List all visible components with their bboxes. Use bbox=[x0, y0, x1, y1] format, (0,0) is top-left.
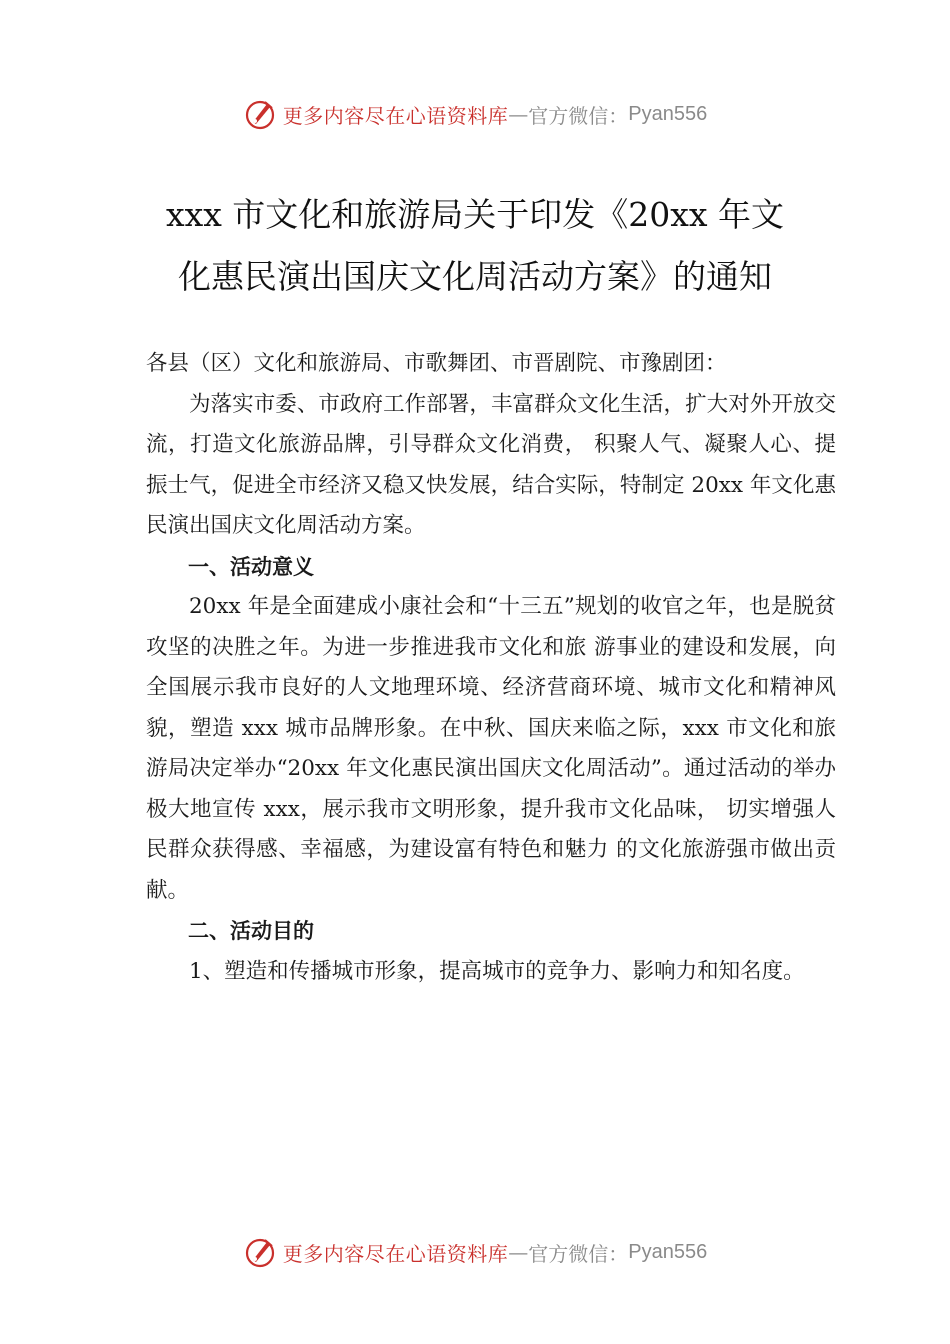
intro-paragraph: 为落实市委、市政府工作部署，丰富群众文化生活，扩大对外开放交流，打造文化旅游品牌，引导群众文化消费， 积聚人气、凝聚人心、提振士气，促进全市经济又稳又快发展，结合实际，特制定 20xx 年文化惠民演出国庆文化周活动方案。 bbox=[146, 391, 836, 538]
banner-wechat-label: 官方微信： bbox=[528, 103, 629, 128]
banner-main-text: 更多内容尽在心语资料库 bbox=[282, 1241, 509, 1266]
section-1-heading: 一、活动意义 bbox=[188, 554, 314, 579]
banner-separator: — bbox=[508, 1240, 529, 1264]
pen-circle-logo-icon bbox=[243, 1234, 279, 1270]
title-line-1: xxx 市文化和旅游局关于印发《20xx 年文 bbox=[165, 195, 785, 234]
section-2-heading: 二、活动目的 bbox=[188, 919, 314, 943]
banner-wechat-id: Pyan556 bbox=[628, 102, 708, 125]
section-1-body: 20xx 年是全面建成小康社会和“十三五”规划的收官之年，也是脱贫攻坚的决胜之年。为进一步推进我市文化和旅 游事业的建设和发展，向全国展示我市良好的人文地理环境、经济营商环境、城市文化和精神风貌，塑造 xxx 城市品牌形象。在中秋、国庆来临之际，xxx 市文化和旅游局决定举办“20xx 年文化惠民演出国庆文化周活动”。通过活动的举办极大地宣传 xxx，展示我市文明形象，提升我市文化品味， 切实增强人民群众获得感、幸福感，为建设富有特色和魅力 的文化旅游强市做出贡献。 bbox=[146, 594, 836, 903]
banner-wechat-id: Pyan556 bbox=[628, 1240, 708, 1263]
document-title bbox=[100, 184, 850, 308]
banner-main-text: 更多内容尽在心语资料库 bbox=[282, 103, 509, 128]
footer-banner bbox=[0, 1232, 950, 1272]
header-banner bbox=[0, 94, 950, 134]
pen-circle-logo-icon bbox=[243, 96, 279, 132]
document-body bbox=[146, 344, 836, 992]
title-line-2: 化惠民演出国庆文化周活动方案》的通知 bbox=[178, 257, 772, 296]
section-2-item-1: 1、塑造和传播城市形象，提高城市的竞争力、影响力和知名度。 bbox=[189, 958, 805, 984]
banner-separator: — bbox=[508, 102, 529, 126]
banner-wechat-label: 官方微信： bbox=[528, 1241, 629, 1266]
salutation: 各县（区）文化和旅游局、市歌舞团、市晋剧院、市豫剧团： bbox=[146, 351, 727, 376]
